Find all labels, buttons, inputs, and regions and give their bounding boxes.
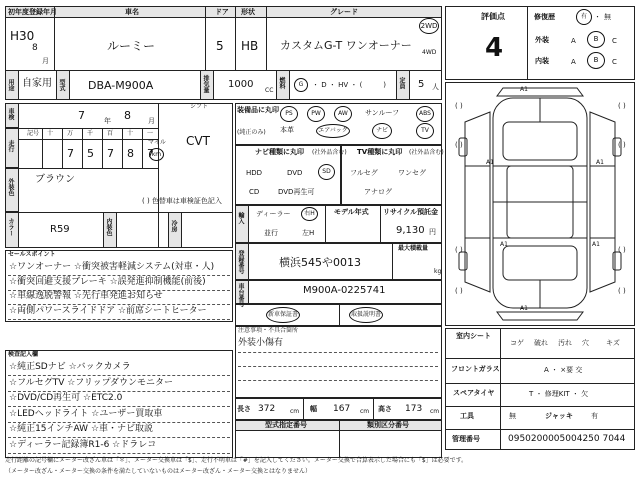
digit-divider	[82, 128, 83, 168]
digit-divider	[62, 128, 63, 168]
inspection-month-unit: 月	[148, 117, 155, 125]
tv-oneseg: ワンセグ	[398, 169, 426, 177]
ext-label: 外装	[535, 36, 549, 44]
inspector-note-line: ☆LEDヘッドライト ☆ユーザー買取車	[9, 408, 163, 419]
equipment-label: 装備品に丸印	[237, 106, 279, 114]
mile-label: マイル	[148, 139, 166, 146]
seat-item: コゲ	[510, 339, 524, 347]
capacity-unit: 人	[432, 83, 439, 91]
car-outline-diagram	[445, 82, 635, 326]
paren-lr: ( )	[618, 287, 626, 295]
navi-hdd: HDD	[246, 169, 263, 177]
diagram-mark-lower-left: A1	[500, 241, 508, 248]
seat-item: キズ	[606, 339, 620, 347]
equipment-3: サンルーフ	[365, 109, 400, 117]
mileage-digit-header: 記号	[27, 130, 40, 137]
repair-yes-circled: 有	[576, 9, 592, 25]
paren-tl: ( )	[455, 102, 463, 110]
sales-point-line: ☆両側パワースライドドア ☆前席シートヒーター	[9, 305, 207, 316]
footer-line-1: 走行距離の記号欄にメーター改ざん車は「＊」、メーター交換車は「$」、走行不明車は「#」を記入してください。メーター交換で合算表示した場合にも「$」は必要です。	[5, 457, 468, 464]
mileage-digit-header: 一	[147, 130, 154, 137]
grade-label: グレード	[330, 8, 358, 16]
shift-value: CVT	[186, 134, 210, 148]
navi-dvd: DVD	[287, 169, 303, 177]
shift-label: シフト	[190, 103, 209, 110]
jack-label: ジャッキ	[545, 412, 573, 420]
paren-br: ( )	[618, 246, 626, 254]
equipment-6-circled: エアバック	[316, 124, 350, 138]
displacement-value: 1000	[228, 79, 254, 90]
exterior-color: ブラウン	[35, 174, 75, 185]
capacity-value: 5	[418, 79, 425, 90]
front-glass-label: フロントガラス	[451, 365, 500, 373]
mileage-digit: 7	[107, 147, 114, 160]
repair-separator: ・	[594, 13, 601, 21]
capacity-label: 定員	[398, 77, 405, 89]
inspector-note-line: ☆純正SDナビ ☆バックカメラ	[9, 362, 131, 372]
mileage-digit: 8	[127, 147, 134, 160]
paren-ll: ( )	[455, 287, 463, 295]
front-glass-options: A ・ ×要 交	[544, 366, 583, 374]
inspection-month: 8	[124, 109, 131, 122]
tv-label: TV種類に丸印	[357, 148, 403, 156]
reg-year-value: H30	[10, 29, 35, 43]
inspector-note-line: ☆ディーラー記録簿R1-6 ☆ドラレコ	[9, 439, 157, 450]
fuel-label: 燃料	[278, 77, 285, 89]
tv-analog: アナログ	[364, 188, 392, 196]
equipment-5: 本革	[280, 126, 294, 134]
drive-4wd: 4WD	[422, 49, 437, 56]
equipment-4-circled: ABS	[416, 106, 434, 122]
sales-line-rule	[8, 275, 230, 276]
fuel-g-circled: G	[294, 78, 308, 92]
import-parallel: 並行	[264, 229, 278, 237]
left-hand: 左H	[302, 229, 315, 237]
inspector-line-rule	[8, 391, 230, 392]
navi-sublabel: (社外品含む)	[312, 149, 347, 156]
shape-label: 形状	[241, 8, 255, 16]
diagram-mark-lower-right: A1	[592, 241, 600, 248]
notes-block	[235, 326, 442, 398]
paren-tr: ( )	[618, 102, 626, 110]
recycle-unit: 円	[429, 228, 436, 236]
navi-cd: CD	[249, 188, 260, 196]
chassis-label: 車台番号	[237, 283, 244, 307]
notes-value: 外装小傷有	[238, 338, 284, 348]
digit-divider	[102, 128, 103, 168]
navi-sd-circled: SD	[318, 164, 335, 180]
height-label: 高さ	[378, 405, 392, 413]
sales-line-rule	[8, 319, 230, 320]
sales-point-line: ☆衝突回避支援ブレーキ ☆誤発進抑制機能(前後)	[9, 276, 206, 287]
right-hand-circled: 右H	[301, 207, 318, 221]
spare-tire-options: T ・ 修理KIT ・ 欠	[529, 390, 589, 398]
seat-item: 破れ	[534, 339, 548, 347]
new-warranty-circled: 新車保証書	[266, 307, 300, 323]
evaluation-score: 4	[485, 33, 504, 63]
chassis-value: M900A-0225741	[303, 285, 386, 296]
drive-2wd-circled: 2WD	[419, 18, 439, 34]
inspection-year: 7	[78, 109, 85, 122]
mileage-digit: 5	[87, 147, 94, 160]
mileage-digit: 7	[147, 147, 154, 160]
mileage-digit-header: 十	[47, 130, 54, 137]
mileage-digit-header: 万	[67, 130, 74, 137]
diagram-mark-left: A1	[486, 159, 494, 166]
usage-value: 自家用	[22, 78, 52, 89]
cc-unit: CC	[265, 87, 274, 94]
manual-circled: 取扱説明書	[349, 307, 383, 323]
km-circled: km	[149, 148, 164, 161]
inspector-note-line: ☆DVD/CD再生可 ☆ETC2.0	[9, 393, 123, 403]
width-value: 167	[333, 404, 351, 414]
inspector-note-line: ☆フルセグTV ☆フリップダウンモニター	[9, 377, 173, 388]
repair-label: 修復歴	[534, 13, 555, 21]
repair-no: 無	[604, 13, 611, 21]
tools-value: 無	[509, 412, 516, 420]
reg-month-value: 8	[32, 43, 38, 53]
width-unit: cm	[360, 408, 370, 415]
tv-fullseg: フルセグ	[350, 169, 378, 177]
mileage-label: 走行	[7, 140, 14, 152]
color-code-label: カラー	[7, 218, 14, 236]
model-label: 型式	[58, 79, 65, 91]
exterior-note: ( ) 色替車は車検証色記入	[142, 197, 222, 205]
length-label: 長さ	[237, 405, 251, 413]
paren-mr: ( )	[618, 141, 626, 149]
aircon-label: 冷房	[170, 220, 177, 232]
sales-line-rule	[8, 304, 230, 305]
color-code-value: R59	[50, 224, 70, 235]
inspector-notes-label: 検査記入欄	[8, 351, 39, 358]
navi-label: ナビ種類に丸印	[255, 148, 304, 156]
length-value: 372	[258, 404, 276, 414]
spare-tire-label: スペアタイヤ	[453, 389, 495, 397]
ext-grade-a: A	[571, 37, 576, 45]
doors-value: 5	[216, 39, 224, 53]
diagram-mark-rear: A1	[520, 305, 528, 312]
inspector-note-line: ☆純正15インチAW ☆車・ナビ取説	[9, 424, 154, 434]
mileage-digit-header: 百	[107, 130, 114, 137]
model-value: DBA-M900A	[88, 79, 154, 92]
category-label: 類別区分番号	[367, 421, 409, 429]
management-value: 0950200005004250 7044	[508, 434, 626, 444]
ext-grade-b-circled: B	[587, 31, 605, 48]
shape-value: HB	[241, 39, 259, 53]
inspector-line-rule	[8, 453, 230, 454]
int-grade-b-circled: B	[587, 52, 605, 69]
paren-ml: ( )	[455, 141, 463, 149]
length-unit: cm	[290, 408, 300, 415]
door-label: ドア	[215, 8, 229, 16]
notes-label: 注意事項・不具合箇所	[238, 327, 299, 334]
ext-grade-c: C	[612, 37, 617, 45]
footer-line-2: （メーター改ざん・メーター交換の条件を満たしていないものはメーター改ざん・メーター交換とはなりません）	[5, 468, 312, 475]
registration-value: 横浜545や0013	[279, 256, 361, 269]
seat-item: 汚れ	[558, 339, 572, 347]
reg-year-label: 初年度登録年月	[8, 8, 57, 16]
width-label: 幅	[310, 405, 317, 413]
car-name-value: ルーミー	[107, 39, 156, 53]
type-spec-label: 型式指定番号	[265, 421, 307, 429]
int-grade-a: A	[571, 58, 576, 66]
equipment-sublabel: (純正のみ)	[237, 129, 266, 136]
interior-seat-label: 室内シート	[456, 332, 491, 340]
inspector-line-rule	[8, 375, 230, 376]
equipment-8-circled: TV	[416, 123, 434, 139]
mileage-digit-header: 十	[127, 130, 134, 137]
recycle-value: 9,130	[396, 225, 425, 236]
car-name-label: 車名	[125, 8, 139, 16]
recycle-label: リサイクル預託金	[383, 208, 439, 216]
registration-label: 登録番号	[237, 250, 244, 274]
usage-label: 用途	[7, 79, 14, 91]
reg-month-unit: 月	[42, 57, 49, 65]
model-year-label: モデル年式	[334, 208, 369, 216]
fuel-options: ・ D ・ HV ・ ( )	[312, 81, 387, 89]
mileage-digit-header: 千	[87, 130, 94, 137]
jack-value: 有	[591, 412, 598, 420]
sales-point-line: ☆ワンオーナー ☆衝突被害軽減システム(対車・人)	[9, 262, 215, 272]
management-label: 管理番号	[452, 435, 480, 443]
evaluation-label: 評価点	[481, 12, 505, 21]
seat-item: 穴	[582, 339, 589, 347]
exterior-label: 外装色	[7, 178, 14, 196]
max-load-unit: kg	[434, 268, 442, 275]
equipment-1-circled: PW	[307, 106, 325, 122]
max-load-label: 最大積載量	[398, 245, 429, 252]
equipment-0-circled: PS	[280, 106, 298, 122]
sales-points-label: セールスポイント	[8, 251, 56, 258]
digit-divider	[42, 128, 43, 168]
height-unit: cm	[430, 408, 440, 415]
displacement-label: 排気量	[202, 75, 209, 93]
tv-sublabel: (社外品含む)	[409, 149, 444, 156]
grade-value: カスタムG-T ワンオーナー	[280, 39, 412, 52]
height-value: 173	[405, 404, 423, 414]
inspector-line-rule	[8, 422, 230, 423]
diagram-mark-front: A1	[520, 86, 528, 93]
sales-point-line: ☆車線逸脱警報 ☆先行車発進お知らせ	[9, 291, 163, 301]
paren-bl: ( )	[455, 246, 463, 254]
int-label: 内装	[535, 57, 549, 65]
interior-color-label: 内装色	[105, 218, 112, 236]
equipment-7-circled: ナビ	[372, 123, 392, 139]
tools-label: 工具	[460, 412, 474, 420]
digit-divider	[122, 128, 123, 168]
import-label: 輸入	[237, 212, 244, 224]
inspector-line-rule	[8, 437, 230, 438]
inspection-year-unit: 年	[104, 117, 111, 125]
navi-dvd-play: DVD再生可	[278, 188, 315, 196]
inspector-line-rule	[8, 406, 230, 407]
digit-divider	[142, 128, 143, 168]
diagram-mark-right: A1	[596, 159, 604, 166]
int-grade-c: C	[612, 58, 617, 66]
import-dealer: ディーラー	[256, 210, 291, 218]
mileage-digit: 7	[67, 147, 74, 160]
equipment-2-circled: AW	[334, 106, 352, 122]
inspection-label: 車検	[7, 108, 14, 120]
digit-header-line	[19, 139, 158, 140]
